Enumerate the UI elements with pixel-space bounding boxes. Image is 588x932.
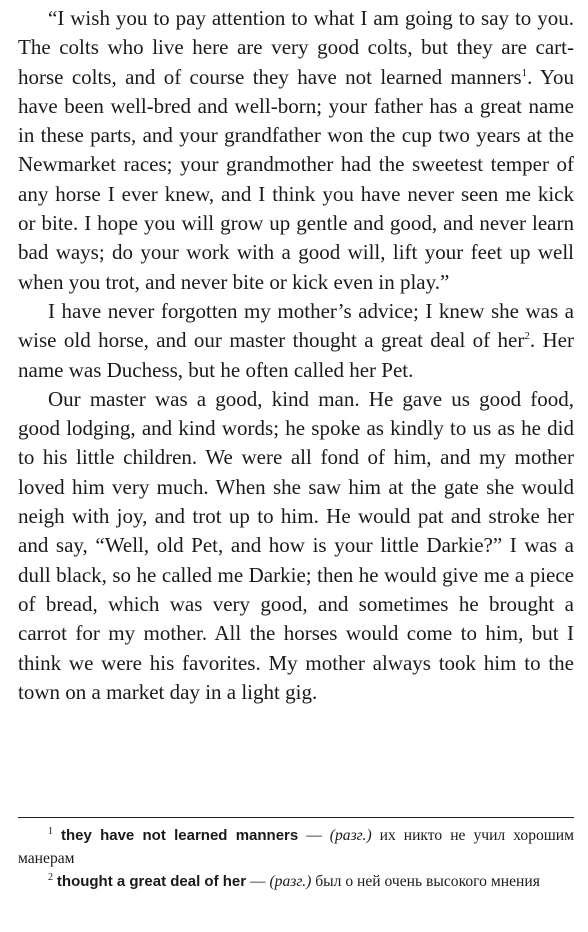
footnote-ref-1[interactable]: 1 (521, 66, 528, 79)
footnote-2 (18, 870, 574, 893)
paragraph-mother-advice (18, 4, 574, 297)
footnote-term: they have not learned manners (60, 827, 299, 844)
footnotes (18, 817, 574, 893)
paragraph-our-master (18, 385, 574, 707)
footnote-gloss: их никто не учил хорошим манерам (18, 827, 575, 867)
footnote-gloss: был о ней очень высокого мнения (311, 873, 540, 890)
footnote-dash: — (246, 873, 270, 890)
text-run: Our master was a good, kind man. He gave us good food, good lodging, and kind words; he spoke as kindly to us as he did to his little children. We were all fond of him, and my mother loved him very much. When she saw him at the gate she would neigh with joy, and trot up to him. He would pat and stroke her and say, “Well, old Pet, and how is your little Darkie?” I was a dull black, so he called me Darkie; then he would give me a piece of bread, which was very good, and sometimes he brought a carrot for my mother. All the horses would come to him, but I think we were his favorites. My mother always took him to the town on a market day in a light gig. (18, 386, 574, 704)
footnote-1 (18, 824, 574, 870)
body-text (18, 4, 574, 707)
text-run: “I wish you to pay attention to what I am going to say to you. The colts who live here are very good colts, but they are cart-horse colts, and of course they have not learned manners (18, 6, 574, 89)
text-run: . Her name was Duchess, but he often called her Pet. (18, 328, 574, 382)
footnote-number: 1 (48, 826, 53, 837)
footnote-ref-2[interactable]: 2 (524, 330, 530, 343)
text-run: I have never forgotten my mother’s advice; I knew she was a wise old horse, and our master thought a great deal of her (18, 298, 574, 353)
footnote-label: (разг.) (329, 827, 372, 844)
footnote-term: thought a great deal of her (56, 873, 247, 890)
footnote-label: (разг.) (269, 873, 312, 890)
footnote-number: 2 (48, 872, 53, 883)
text-run: . You have been well-bred and well-born; your father has a great name in these parts, and your grandfather won the cup two years at the Newmarket races; your grandmother had the sweetest temper of any horse I ever knew, and I think you have never seen me kick or bite. I hope you will grow up gentle and good, and never learn bad ways; do your work with a good will, lift your feet up well when you trot, and never bite or kick even in play.” (18, 64, 574, 294)
footnote-dash: — (298, 827, 330, 844)
paragraph-never-forgotten (18, 297, 574, 385)
